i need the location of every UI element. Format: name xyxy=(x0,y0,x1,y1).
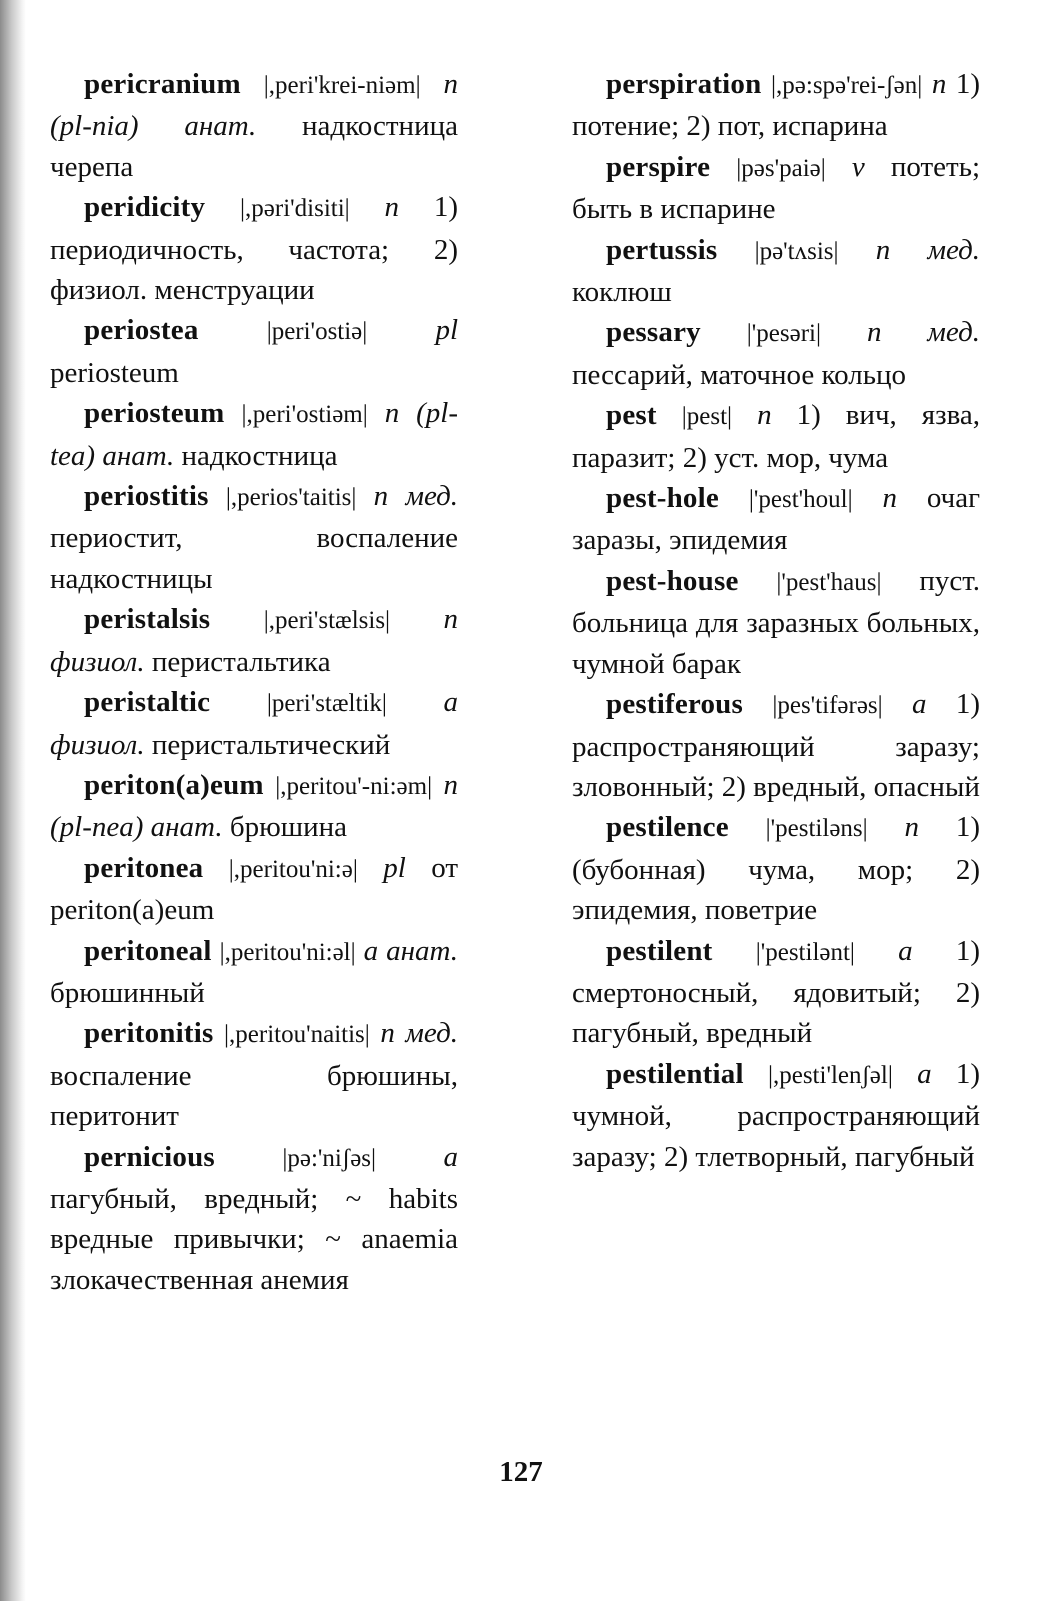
headword: periton(a)eum xyxy=(84,768,264,801)
dictionary-entry xyxy=(572,931,980,1054)
headword: pest-house xyxy=(606,564,739,597)
headword: peritonitis xyxy=(84,1017,214,1050)
grammar-label: a xyxy=(898,934,913,967)
dictionary-entry xyxy=(572,807,980,930)
definition: коклюш xyxy=(572,276,672,309)
grammar-label: pl xyxy=(383,851,406,884)
grammar-label: n (pl-nea) анат. xyxy=(50,768,459,844)
headword: pestilence xyxy=(606,811,729,844)
transcription: |,perios'taitis| xyxy=(225,484,357,512)
headword: periostitis xyxy=(84,480,209,513)
dictionary-entry xyxy=(572,1054,980,1177)
grammar-label: n xyxy=(757,399,772,432)
transcription: |'pestiləns| xyxy=(765,815,868,843)
grammar-label: a физиол. xyxy=(50,686,459,761)
headword: pertussis xyxy=(606,233,718,266)
transcription: |pest| xyxy=(681,403,733,431)
dictionary-entry xyxy=(50,476,458,599)
transcription: |,peritou'ni:əl| xyxy=(219,938,356,966)
dictionary-entry xyxy=(572,478,980,561)
definition: пагубный, вредный; ~ habits вредные привычки; ~ anaemia злокачественная анемия xyxy=(50,1182,458,1296)
dictionary-entry xyxy=(50,848,458,931)
transcription: |'pesəri| xyxy=(746,320,822,348)
headword: periosteum xyxy=(84,397,225,430)
transcription: |,pesti'lenʃəl| xyxy=(767,1061,893,1089)
transcription: |,peri'krei-niəm| xyxy=(263,72,421,99)
headword: peritoneal xyxy=(84,934,212,967)
dictionary-entry xyxy=(572,312,980,395)
definition: 1) распространяющий заразу; зловонный; 2) вредный, опасный xyxy=(572,688,981,803)
headword: pestilential xyxy=(606,1057,744,1090)
grammar-label: v xyxy=(851,150,865,183)
grammar-label: n мед. xyxy=(875,233,981,266)
dictionary-entry xyxy=(572,395,980,478)
transcription: |,peritou'-ni:əm| xyxy=(275,772,433,800)
definition: воспаление брюшины, перитонит xyxy=(50,1059,458,1133)
transcription: |'pest'houl| xyxy=(748,486,853,514)
definition: брюшинный xyxy=(50,976,205,1009)
grammar-label: n xyxy=(904,811,920,844)
grammar-label: a анат. xyxy=(363,934,459,967)
right-column xyxy=(572,64,980,1177)
grammar-label: n мед. xyxy=(866,316,980,349)
dictionary-entry xyxy=(50,1013,458,1136)
dictionary-entry xyxy=(572,147,980,230)
dictionary-entry xyxy=(50,765,458,848)
definition: очаг заразы, эпидемия xyxy=(572,482,980,557)
dictionary-entry xyxy=(572,684,980,807)
dictionary-entry xyxy=(50,187,458,310)
dictionary-entry xyxy=(50,393,458,476)
headword: perspire xyxy=(606,150,711,183)
headword: pest xyxy=(606,399,657,432)
dictionary-entry xyxy=(50,599,458,682)
page-edge-shadow xyxy=(0,0,26,1601)
headword: peristalsis xyxy=(84,603,211,636)
transcription: |,peri'ostiəm| xyxy=(241,401,368,429)
grammar-label: n (pl-nia) анат. xyxy=(50,68,458,143)
dictionary-entry xyxy=(50,310,458,393)
definition: надкостница черепа xyxy=(50,110,458,183)
definition: надкостница xyxy=(181,439,338,472)
dictionary-entry xyxy=(50,931,458,1014)
grammar-label: n xyxy=(931,68,947,100)
dictionary-entry xyxy=(572,230,980,313)
dictionary-entry xyxy=(572,64,980,147)
headword: periostea xyxy=(84,314,199,347)
dictionary-entry xyxy=(50,682,458,765)
definition: 1) смертоносный, ядовитый; 2) пагубный, вредный xyxy=(572,934,981,1050)
grammar-label: a xyxy=(443,1140,458,1173)
definition: брюшина xyxy=(229,811,348,844)
grammar-label: n xyxy=(384,191,400,224)
dictionary-entry xyxy=(50,64,458,187)
transcription: |pə:'niʃəs| xyxy=(282,1144,377,1172)
transcription: |,pəri'disiti| xyxy=(240,195,350,223)
transcription: |peri'stæltik| xyxy=(266,690,387,718)
transcription: |peri'ostiə| xyxy=(266,318,368,346)
transcription: |pə'tʌsis| xyxy=(754,237,839,265)
transcription: |pes'tifərəs| xyxy=(772,692,883,720)
definition: 1) (бубонная) чума, мор; 2) эпидемия, поветрие xyxy=(572,811,981,927)
grammar-label: pl xyxy=(435,314,458,347)
grammar-label: a xyxy=(912,688,927,721)
definition: от periton(a)eum xyxy=(50,851,458,927)
grammar-label: n мед. xyxy=(373,480,459,513)
definition: 1) чумной, распространяющий заразу; 2) тлетворный, пагубный xyxy=(572,1057,980,1173)
transcription: |,peritou'ni:ə| xyxy=(228,855,358,883)
dictionary-entry xyxy=(572,561,980,684)
grammar-label: n (pl-tea) анат. xyxy=(50,397,459,472)
headword: perspiration xyxy=(606,68,762,100)
transcription: |,peri'stælsis| xyxy=(263,607,391,635)
definition: пуст. больница для заразных больных, чумной барак xyxy=(572,564,980,680)
transcription: |,pə:spə'rei-ʃən| xyxy=(771,72,923,99)
definition: перистальтический xyxy=(151,728,391,761)
headword: pessary xyxy=(606,316,701,349)
grammar-label: a xyxy=(917,1057,932,1090)
definition: periosteum xyxy=(50,356,179,389)
headword: peristaltic xyxy=(84,686,211,719)
transcription: |pəs'paiə| xyxy=(736,154,826,182)
definition: периостит, воспаление надкостницы xyxy=(50,522,458,595)
definition: перистальтика xyxy=(151,645,331,678)
transcription: |'pestilənt| xyxy=(755,938,855,966)
headword: peridicity xyxy=(84,191,206,224)
headword: pestiferous xyxy=(606,688,743,721)
dictionary-entry xyxy=(50,1137,458,1301)
page-number: 127 xyxy=(499,1456,543,1488)
left-column xyxy=(50,64,458,1300)
definition: 1) вич, язва, паразит; 2) уст. мор, чума xyxy=(572,399,981,474)
headword: pernicious xyxy=(84,1140,215,1173)
definition: 1) периодичность, частота; 2) физиол. менструации xyxy=(50,191,459,307)
grammar-label: n xyxy=(882,482,897,515)
grammar-label: n физиол. xyxy=(50,603,459,678)
headword: pestilent xyxy=(606,934,713,967)
transcription: |,peritou'naitis| xyxy=(224,1021,370,1049)
transcription: |'pest'haus| xyxy=(776,568,882,596)
headword: pericranium xyxy=(84,68,241,100)
definition: пессарий, маточное кольцо xyxy=(572,358,906,391)
definition: 1) потение; 2) пот, испарина xyxy=(572,68,981,143)
headword: pest-hole xyxy=(606,482,719,515)
definition: потеть; быть в испарине xyxy=(572,150,980,226)
grammar-label: n мед. xyxy=(380,1017,458,1050)
headword: peritonea xyxy=(84,851,204,884)
